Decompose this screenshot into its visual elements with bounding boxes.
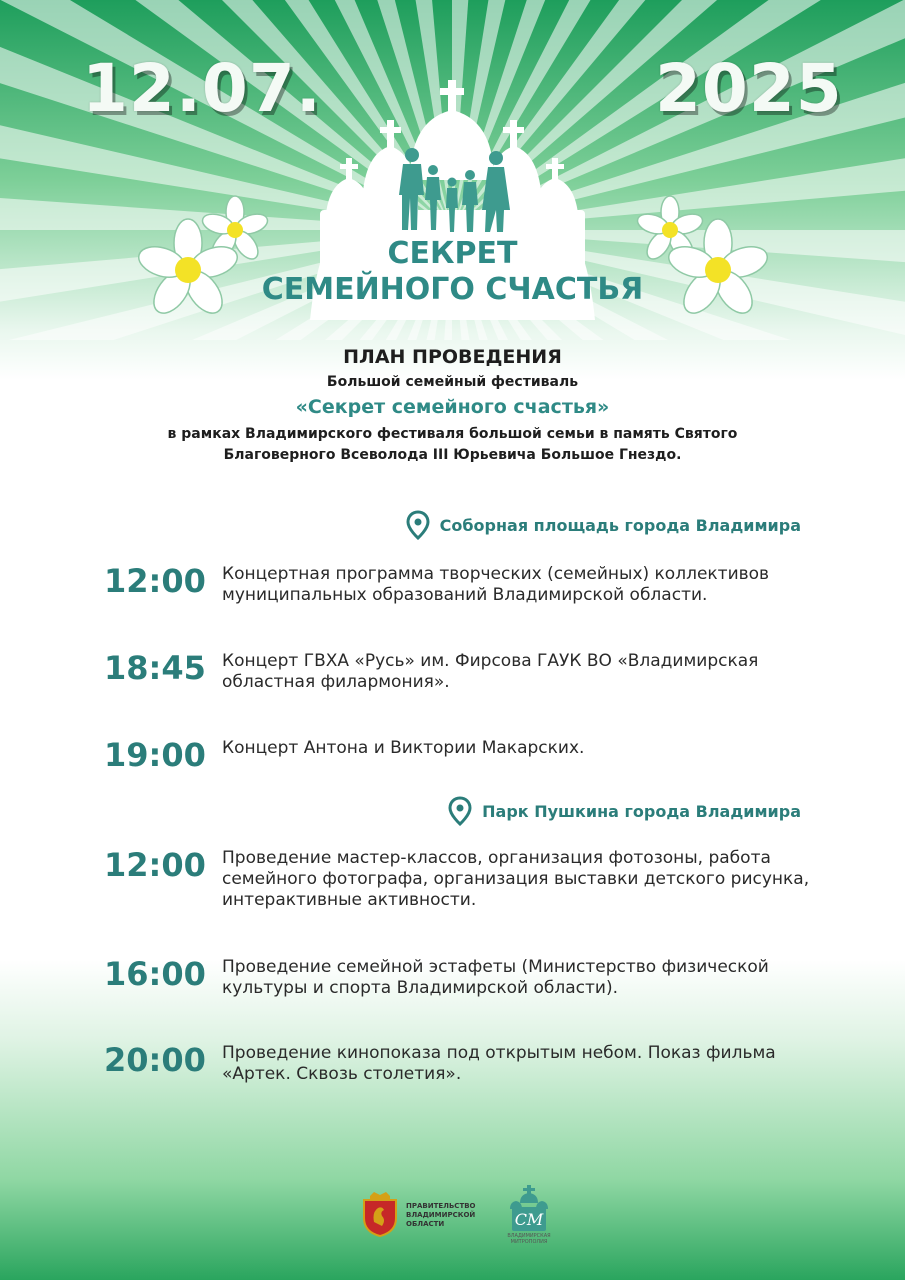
footer-logos [360, 1185, 554, 1245]
event-description: Концерт ГВХА «Русь» им. Фирсова ГАУК ВО «Владимирская областная филармония». [222, 651, 759, 692]
event-time: 12:00 [104, 846, 206, 884]
event-description: Концерт Антона и Виктории Макарских. [222, 738, 585, 758]
event-description: Проведение кинопоказа под открытым небом. Показ фильма «Артек. Сквозь столетия». [222, 1043, 776, 1084]
location-pin-icon [448, 796, 472, 826]
government-logo [360, 1192, 476, 1238]
event-time: 18:45 [104, 649, 206, 687]
svg-text:СМ: СМ [514, 1210, 544, 1229]
plan-description-line2: Благоверного Всеволода III Юрьевича Большое Гнездо. [223, 447, 682, 463]
location-name: Соборная площадь города Владимира [439, 515, 801, 535]
metropolis-label: ВЛАДИМИРСКАЯ МИТРОПОЛИЯ [507, 1233, 551, 1245]
plan-subtitle: Большой семейный фестиваль [326, 374, 579, 390]
plan-heading: ПЛАН ПРОВЕДЕНИЯ [343, 346, 562, 368]
festival-name: «Секрет семейного счастья» [295, 396, 610, 418]
event-description: Проведение мастер-классов, организация фотозоны, работа семейного фотографа, организация выставки детского рисунка, интерактивные активности. [222, 848, 810, 910]
location-heading-pushkin-park [448, 796, 801, 826]
event-description: Проведение семейной эстафеты (Министерство физической культуры и спорта Владимирской области). [222, 957, 769, 998]
coat-of-arms-icon [360, 1192, 400, 1238]
date-year: 2025 [655, 50, 843, 127]
location-heading-cathedral-square [406, 510, 801, 540]
event-title-line1: СЕКРЕТ [387, 236, 518, 271]
event-time: 19:00 [104, 736, 206, 774]
event-time: 12:00 [104, 562, 206, 600]
date-day-month: 12.07. [82, 50, 322, 127]
location-name: Парк Пушкина города Владимира [482, 801, 801, 821]
government-label: ПРАВИТЕЛЬСТВО ВЛАДИМИРСКОЙ ОБЛАСТИ [406, 1201, 476, 1228]
location-pin-icon [406, 510, 430, 540]
plan-description-line1: в рамках Владимирского фестиваля большой семьи в память Святого [167, 426, 738, 442]
event-title-line2: СЕМЕЙНОГО СЧАСТЬЯ [261, 272, 644, 307]
event-description: Концертная программа творческих (семейных) коллективов муниципальных образований Владимирской области. [222, 564, 770, 605]
event-time: 20:00 [104, 1041, 206, 1079]
event-time: 16:00 [104, 955, 206, 993]
metropolis-logo [504, 1185, 554, 1245]
metropolis-emblem-icon [506, 1185, 552, 1233]
